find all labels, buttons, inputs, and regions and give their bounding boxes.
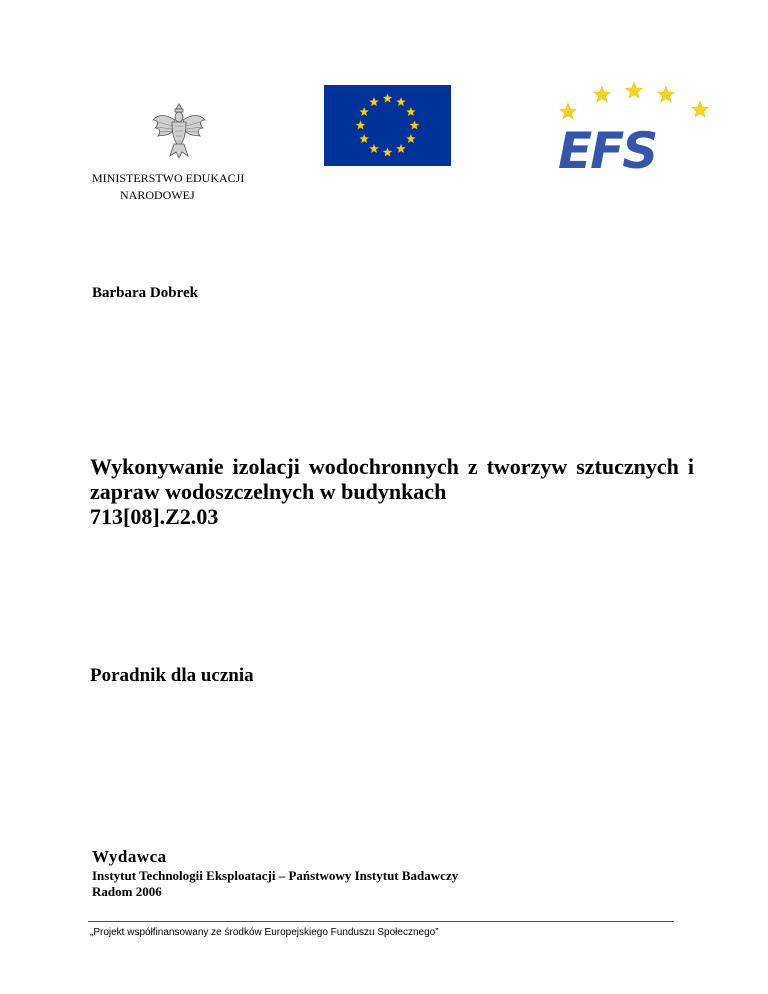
publisher-city-year: Radom 2006 — [92, 884, 162, 899]
efs-logo-icon — [552, 82, 714, 178]
publisher-name: Instytut Technologii Eksploatacji – Państwowy Instytut Badawczy — [92, 868, 459, 883]
footer-note: „Projekt współfinansowany ze środków Europejskiego Funduszu Społecznego” — [90, 927, 439, 938]
efs-logo-text: EFS — [558, 122, 657, 178]
title-main: Wykonywanie izolacji wodochronnych z tworzyw sztucznych i zapraw wodoszczelnych w budynkach — [90, 454, 694, 504]
author-name: Barbara Dobrek — [92, 285, 198, 301]
efs-star-icon — [593, 86, 610, 102]
efs-star-icon — [559, 103, 576, 119]
footer-divider — [88, 921, 674, 922]
efs-star-icon — [657, 86, 674, 102]
ministry-line-2: NARODOWEJ — [120, 188, 195, 202]
title-code: 713[08].Z2.03 — [90, 504, 219, 529]
guide-type: Poradnik dla ucznia — [90, 665, 254, 686]
publisher-label: Wydawca — [92, 847, 167, 866]
polish-eagle-icon — [150, 100, 208, 162]
efs-star-icon — [691, 101, 708, 117]
document-title — [90, 454, 694, 529]
ministry-line-1: MINISTERSTWO EDUKACJI — [92, 171, 245, 185]
efs-star-icon — [625, 82, 642, 98]
ministry-name — [92, 170, 244, 204]
eu-flag-icon — [324, 85, 451, 166]
